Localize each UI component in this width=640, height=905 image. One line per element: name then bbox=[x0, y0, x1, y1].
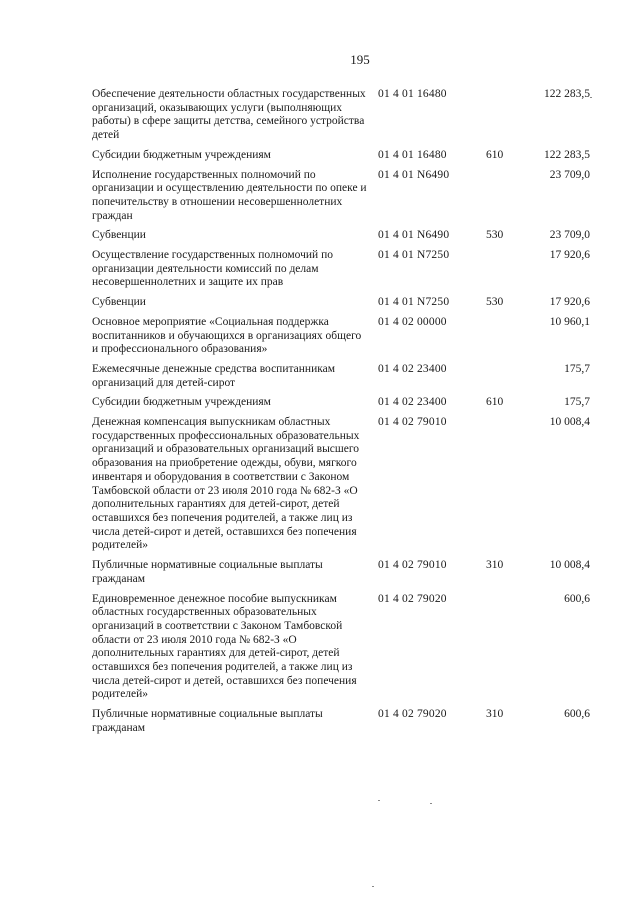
row-amount: 122 283,5 bbox=[544, 88, 590, 100]
page-number: 195 bbox=[350, 52, 370, 67]
row-amount: 10 008,4 bbox=[549, 559, 590, 572]
table-row bbox=[92, 708, 612, 735]
row-amount: 17 920,6 bbox=[549, 249, 590, 262]
row-code: 01 4 02 79020 bbox=[378, 592, 447, 605]
row-name: Субсидии бюджетным учреждениям bbox=[92, 148, 271, 161]
row-code: 01 4 01 N6490 bbox=[378, 168, 450, 181]
table-row bbox=[92, 149, 612, 163]
row-code: 01 4 02 79020 bbox=[378, 708, 447, 721]
row-name: Публичные нормативные социальные выплаты гражданам bbox=[92, 559, 323, 585]
row-code: 01 4 02 79010 bbox=[378, 416, 447, 429]
row-code: 01 4 01 16480 bbox=[378, 148, 447, 161]
row-name: Осуществление государственных полномочий по организации деятельности комиссий по делам несовершеннолетних и защите их прав bbox=[92, 249, 333, 289]
scan-speck bbox=[378, 800, 380, 801]
row-name: Единовременное денежное пособие выпускникам областных государственных образовательных организаций в соответствии с Законом Тамбовской области от 23 июля 2010 года № 682-З «О дополнительных гарантиях для детей-сирот, детей оставшихся без попечения родителей, а также лиц из числа детей-сирот и детей, оставшихся без попечения родителей» bbox=[92, 592, 357, 701]
table-row bbox=[92, 169, 612, 224]
row-name: Обеспечение деятельности областных государственных организаций, оказывающих услуги (выполняющих работы) в сфере защиты детства, семейного устройства детей bbox=[92, 88, 366, 142]
scan-speck bbox=[430, 803, 432, 804]
row-amount: 10 960,1 bbox=[549, 315, 590, 328]
row-expense-type: 310 bbox=[486, 559, 504, 572]
row-name: Ежемесячные денежные средства воспитанникам организаций для детей-сирот bbox=[92, 362, 336, 389]
row-name: Основное мероприятие «Социальная поддержка воспитанников и обучающихся в организациях общего и профессионального образования» bbox=[92, 315, 362, 356]
table-row bbox=[92, 229, 612, 243]
table-row bbox=[92, 316, 612, 357]
row-name: Публичные нормативные социальные выплаты гражданам bbox=[92, 708, 323, 734]
row-expense-type: 610 bbox=[486, 148, 504, 161]
row-expense-type: 310 bbox=[486, 708, 504, 721]
table-row bbox=[92, 249, 612, 290]
table-row bbox=[92, 88, 612, 143]
budget-table bbox=[92, 88, 612, 742]
table-row bbox=[92, 363, 612, 390]
row-name: Субсидии бюджетным учреждениям bbox=[92, 396, 271, 409]
row-code: 01 4 01 N6490 bbox=[378, 229, 450, 242]
row-code: 01 4 01 N7250 bbox=[378, 249, 450, 262]
row-amount: 23 709,0 bbox=[549, 168, 590, 181]
row-code: 01 4 01 N7250 bbox=[378, 296, 450, 309]
row-code: 01 4 02 00000 bbox=[378, 315, 447, 328]
row-expense-type: 530 bbox=[486, 296, 504, 309]
row-name: Субвенции bbox=[92, 296, 146, 309]
row-name: Денежная компенсация выпускникам областных государственных профессиональных образовательных организаций и образовательных организаций высшего образования на приобретение одежды, обуви, мягкого инвентаря и оборудования в соответствии с Законом Тамбовской области от 23 июля 2010 года № 682-З «О дополнительных гарантиях для детей-сирот, детей оставшихся без попечения родителей, а также лиц из числа детей-сирот и детей, оставшихся без попечения родителей» bbox=[92, 416, 360, 552]
table-row bbox=[92, 593, 612, 703]
row-expense-type: 610 bbox=[486, 396, 504, 409]
row-amount: 10 008,4 bbox=[549, 416, 590, 429]
row-amount: 23 709,0 bbox=[549, 229, 590, 242]
row-amount: 600,6 bbox=[564, 592, 590, 605]
row-amount: 17 920,6 bbox=[549, 296, 590, 309]
row-amount: 122 283,5 bbox=[544, 148, 590, 161]
scan-speck bbox=[372, 886, 374, 887]
row-name: Субвенции bbox=[92, 229, 146, 242]
table-row bbox=[92, 559, 612, 586]
row-expense-type: 530 bbox=[486, 229, 504, 242]
row-code: 01 4 01 16480 bbox=[378, 88, 447, 100]
table-row bbox=[92, 296, 612, 310]
table-row bbox=[92, 396, 612, 410]
row-amount: 600,6 bbox=[564, 708, 590, 721]
row-amount: 175,7 bbox=[564, 362, 590, 375]
scan-speck bbox=[590, 97, 592, 98]
row-name: Исполнение государственных полномочий по организации и осуществлению деятельности по опеке и попечительству в отношении несовершеннолетних граждан bbox=[92, 168, 367, 222]
table-row bbox=[92, 416, 612, 553]
row-amount: 175,7 bbox=[564, 396, 590, 409]
row-code: 01 4 02 79010 bbox=[378, 559, 447, 572]
row-code: 01 4 02 23400 bbox=[378, 396, 447, 409]
row-code: 01 4 02 23400 bbox=[378, 362, 447, 375]
